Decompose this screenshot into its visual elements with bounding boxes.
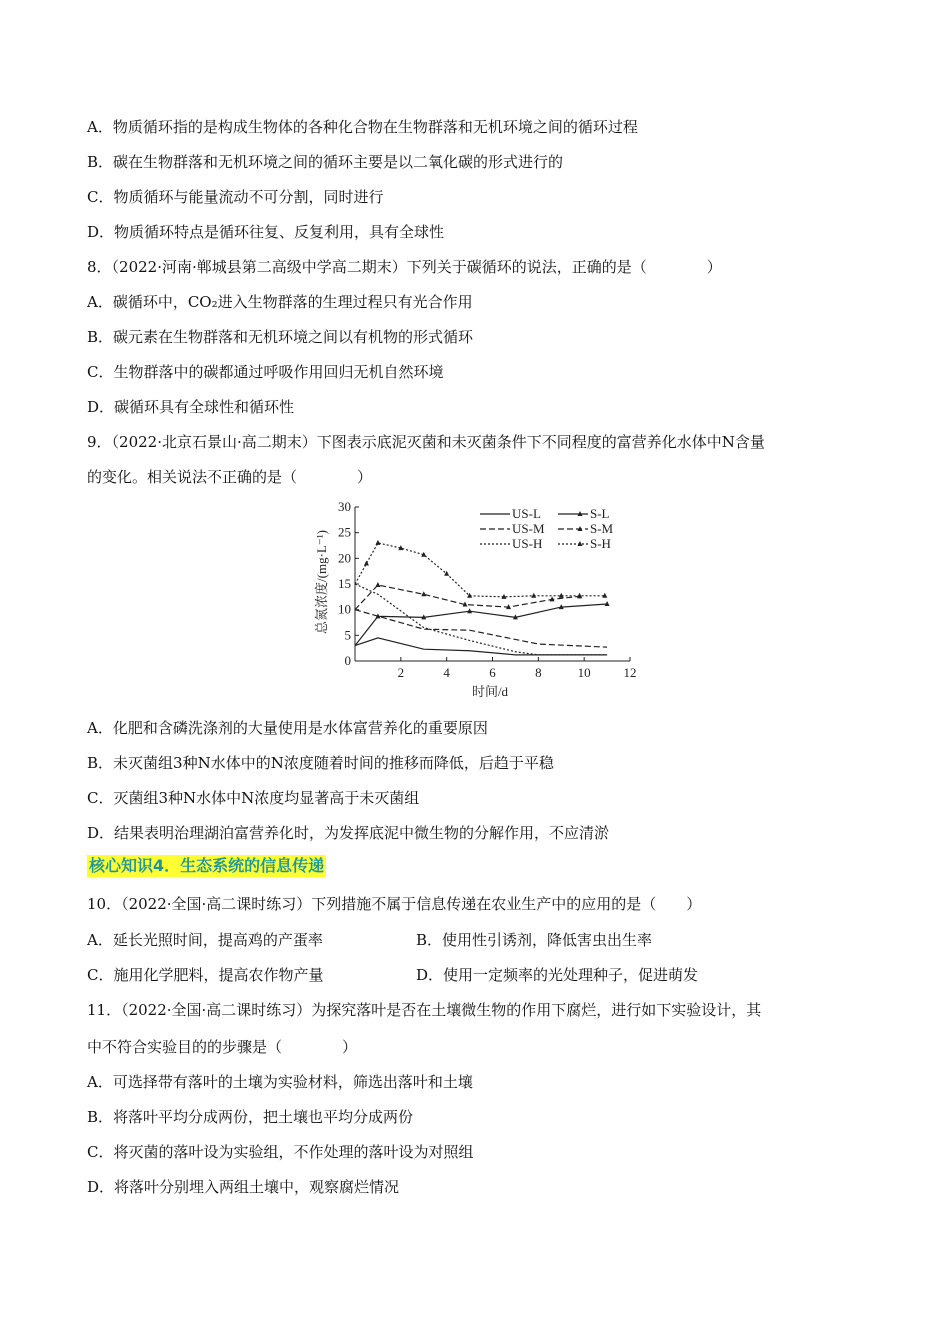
option-8b: B．碳元素在生物群落和无机环境之间以有机物的形式循环 — [87, 328, 474, 346]
question-8: 8．（2022·河南·郸城县第二高级中学高二期末）下列关于碳循环的说法，正确的是（ ） — [87, 258, 722, 276]
x-tick-label: 8 — [535, 665, 542, 680]
y-tick-label: 15 — [338, 576, 351, 591]
y-axis-label: 总氮浓度/(mg·L⁻¹) — [314, 530, 329, 634]
question-11-line1: 11．（2022·全国·高二课时练习）为探究落叶是否在土壤微生物的作用下腐烂，进行如下实验设计，其 — [87, 1001, 762, 1019]
question-9-line2: 的变化。相关说法不正确的是（ ） — [87, 468, 373, 486]
legend-label: US-M — [512, 521, 545, 536]
y-tick-label: 10 — [338, 601, 351, 617]
x-tick-label: 2 — [397, 665, 405, 680]
y-tick-label: 20 — [338, 550, 351, 566]
data-point-s-h — [444, 571, 449, 576]
option-11b: B．将落叶平均分成两份，把土壤也平均分成两份 — [87, 1108, 414, 1126]
legend-label: S-M — [590, 521, 614, 536]
y-tick-label: 30 — [338, 499, 351, 514]
question-10: 10．（2022·全国·高二课时练习）下列措施不属于信息传递在农业生产中的应用的是（ ） — [87, 895, 702, 913]
data-point-s-m — [375, 582, 380, 587]
series-line-s-m — [355, 585, 580, 610]
legend-label: US-H — [512, 536, 543, 551]
x-tick-label: 10 — [577, 665, 591, 680]
series-line-us-l — [355, 638, 607, 655]
option-9d: D．结果表明治理湖泊富营养化时，为发挥底泥中微生物的分解作用，不应清淤 — [87, 824, 610, 842]
x-tick-label: 4 — [443, 665, 450, 680]
option-8a: A．碳循环中，CO₂进入生物群落的生理过程只有光合作用 — [87, 293, 473, 311]
option-10b: B．使用性引诱剂，降低害虫出生率 — [416, 931, 653, 949]
option-11d: D．将落叶分别埋入两组土壤中，观察腐烂情况 — [87, 1178, 400, 1196]
x-tick-label: 6 — [489, 665, 496, 680]
option-10c: C．施用化学肥料，提高农作物产量 — [87, 966, 324, 984]
question-9-line1: 9．（2022·北京石景山·高二期末）下图表示底泥灭菌和未灭菌条件下不同程度的富营养化水体中N含量 — [87, 433, 765, 451]
option-10a — [87, 930, 323, 950]
option-10d: D．使用一定频率的光处理种子，促进萌发 — [416, 966, 699, 984]
option-7b: B．碳在生物群落和无机环境之间的循环主要是以二氧化碳的形式进行的 — [87, 153, 564, 171]
option-9c: C．灭菌组3种N水体中N浓度均显著高于未灭菌组 — [87, 789, 420, 807]
data-point-s-m — [421, 591, 426, 596]
series-line-us-h — [355, 584, 607, 655]
section-heading: 核心知识4．生态系统的信息传递 — [89, 856, 325, 875]
option-9a: A．化肥和含磷洗涤剂的大量使用是水体富营养化的重要原因 — [87, 719, 488, 737]
data-point-s-h — [375, 540, 380, 545]
option-7c: C．物质循环与能量流动不可分割，同时进行 — [87, 188, 384, 206]
legend-label: S-H — [590, 536, 611, 551]
series-line-s-l — [355, 604, 607, 646]
option-7a: A．物质循环指的是构成生物体的各种化合物在生物群落和无机环境之间的循环过程 — [87, 118, 638, 136]
option-11c: C．将灭菌的落叶设为实验组，不作处理的落叶设为对照组 — [87, 1143, 474, 1161]
x-tick-label: 12 — [623, 665, 637, 680]
option-11a: A．可选择带有落叶的土壤为实验材料，筛选出落叶和土壤 — [87, 1073, 473, 1091]
y-tick-label: 5 — [344, 627, 351, 643]
option-8d: D．碳循环具有全球性和循环性 — [87, 398, 295, 416]
y-tick-label: 0 — [344, 653, 351, 668]
legend-label: US-L — [512, 506, 541, 521]
option-9b: B．未灭菌组3种N水体中的N浓度随着时间的推移而降低，后趋于平稳 — [87, 754, 554, 772]
option-7d: D．物质循环特点是循环往复、反复利用，具有全球性 — [87, 223, 445, 241]
option-10a-text: A．延长光照时间，提高鸡的产蛋率 — [87, 931, 323, 949]
legend-label: S-L — [590, 506, 610, 521]
y-tick-label: 25 — [338, 524, 351, 540]
data-point-s-l — [605, 601, 610, 606]
option-8c: C．生物群落中的碳都通过呼吸作用回归无机自然环境 — [87, 363, 444, 381]
question-11-line2: 中不符合实验目的的步骤是（ ） — [87, 1038, 358, 1056]
nitrogen-chart — [300, 492, 645, 704]
data-point-s-l — [467, 608, 472, 613]
series-line-s-h — [355, 543, 605, 597]
data-point-s-h — [364, 560, 369, 565]
x-axis-label: 时间/d — [471, 684, 509, 699]
